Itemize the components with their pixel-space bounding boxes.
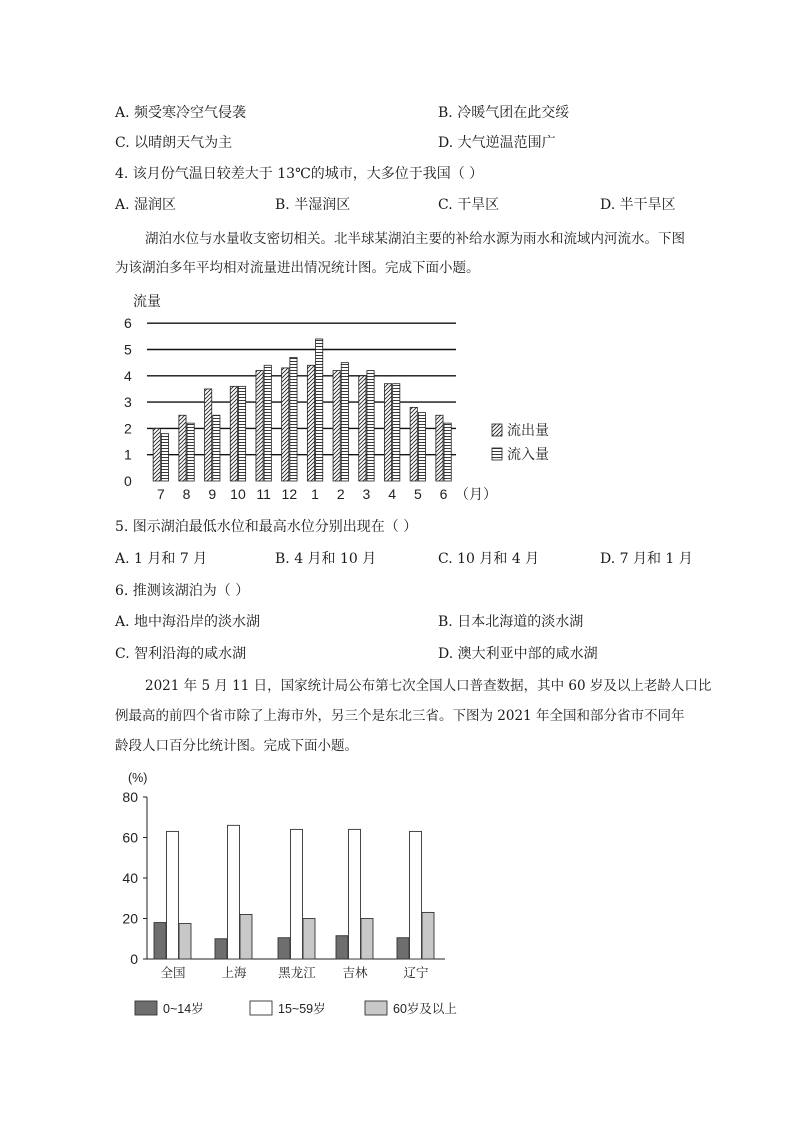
passage1-line2: 为该湖泊多年平均相对流量进出情况统计图。完成下面小题。	[115, 260, 480, 276]
x-tick-label: 3	[362, 486, 371, 502]
y-tick-label: 1	[124, 446, 132, 463]
y-tick-label: 4	[124, 367, 132, 384]
q3-option-a: A. 频受寒冷空气侵袭	[115, 105, 247, 121]
age-15-59-bar	[228, 825, 240, 959]
q5-option-a: A. 1 月和 7 月	[115, 551, 208, 567]
legend-swatch	[135, 1001, 157, 1015]
passage2-line3: 龄段人口百分比统计图。完成下面小题。	[115, 738, 358, 754]
age-60plus-bar	[179, 924, 191, 959]
age-60plus-bar	[303, 919, 315, 960]
x-tick-label: 全国	[160, 966, 186, 980]
y-tick-label: 6	[124, 315, 132, 332]
q4-stem: 4. 该月份气温日较差大于 13℃的城市，大多位于我国（ ）	[115, 166, 484, 182]
q3-option-d: D. 大气逆温范围广	[438, 135, 556, 151]
x-tick-label: 8	[182, 486, 191, 502]
y-axis-title: 流量	[133, 293, 161, 309]
q6-stem: 6. 推测该湖泊为（ ）	[115, 583, 250, 599]
q5-option-b: B. 4 月和 10 月	[275, 551, 377, 567]
x-tick-label: 10	[230, 486, 246, 502]
age-0-14-bar	[154, 923, 166, 959]
legend-outflow-label: 流出量	[507, 422, 549, 438]
legend-swatch	[250, 1001, 272, 1015]
y-tick-label: 5	[124, 341, 132, 358]
y-axis-title: (%)	[128, 771, 148, 785]
legend-label: 15~59岁	[278, 1002, 326, 1016]
x-tick-label: 7	[156, 486, 165, 502]
age-0-14-bar	[397, 938, 409, 959]
q6-option-c: C. 智利沿海的咸水湖	[115, 646, 247, 662]
age-60plus-bar	[361, 919, 373, 960]
x-axis-title: （月）	[455, 486, 497, 502]
q5-option-c: C. 10 月和 4 月	[438, 551, 540, 567]
x-tick-label: 2	[336, 486, 345, 502]
legend-label: 60岁及以上	[393, 1002, 457, 1016]
age-0-14-bar	[336, 936, 348, 959]
q5-option-d: D. 7 月和 1 月	[600, 551, 693, 567]
age-0-14-bar	[278, 938, 290, 959]
q6-option-a: A. 地中海沿岸的淡水湖	[115, 614, 261, 630]
passage1-line1: 湖泊水位与水量收支密切相关。北半球某湖泊主要的补给水源为雨水和流域内河流水。下图	[145, 231, 685, 247]
q4-option-a: A. 湿润区	[115, 197, 177, 213]
q4-option-b: B. 半湿润区	[275, 197, 351, 213]
x-tick-label: 上海	[221, 966, 247, 980]
y-tick-label: 40	[122, 870, 138, 886]
legend-label: 0~14岁	[163, 1002, 204, 1016]
legend-swatch	[365, 1001, 387, 1015]
passage2-line1: 2021 年 5 月 11 日，国家统计局公布第七次全国人口普查数据，其中 60 岁及以上老龄人口比	[145, 678, 712, 694]
x-tick-label: 辽宁	[403, 966, 429, 980]
y-tick-label: 3	[124, 394, 132, 411]
y-tick-label: 0	[124, 473, 132, 489]
x-tick-label: 4	[388, 486, 397, 502]
x-tick-label: 1	[311, 486, 319, 502]
y-tick-label: 0	[130, 951, 138, 967]
y-tick-label: 2	[124, 420, 132, 437]
x-tick-label: 吉林	[342, 966, 368, 980]
age-60plus-bar	[422, 912, 434, 959]
age-15-59-bar	[410, 831, 422, 959]
age-0-14-bar	[215, 939, 227, 959]
x-tick-label: 11	[256, 486, 271, 502]
x-tick-label: 5	[413, 486, 422, 502]
y-tick-label: 80	[122, 789, 138, 805]
legend-inflow-label: 流入量	[507, 446, 549, 462]
q6-option-b: B. 日本北海道的淡水湖	[438, 614, 584, 630]
y-tick-label: 20	[122, 910, 138, 927]
age-15-59-bar	[291, 829, 303, 959]
x-tick-label: 12	[281, 486, 298, 502]
q3-option-c: C. 以晴朗天气为主	[115, 135, 233, 151]
age-60plus-bar	[240, 914, 252, 959]
y-tick-label: 60	[122, 829, 138, 846]
q4-option-d: D. 半干旱区	[600, 197, 676, 213]
x-tick-label: 6	[439, 486, 448, 502]
q4-option-c: C. 干旱区	[438, 197, 500, 213]
x-tick-label: 黑龙江	[278, 966, 316, 980]
age-15-59-bar	[349, 829, 361, 959]
q6-option-d: D. 澳大利亚中部的咸水湖	[438, 646, 598, 662]
q5-stem: 5. 图示湖泊最低水位和最高水位分别出现在（ ）	[115, 519, 418, 535]
age-15-59-bar	[167, 831, 179, 959]
q3-option-b: B. 冷暖气团在此交绥	[438, 105, 570, 121]
x-tick-label: 9	[208, 486, 217, 502]
passage2-line2: 例最高的前四个省市除了上海市外，另三个是东北三省。下图为 2021 年全国和部分省市不同年	[115, 708, 685, 724]
